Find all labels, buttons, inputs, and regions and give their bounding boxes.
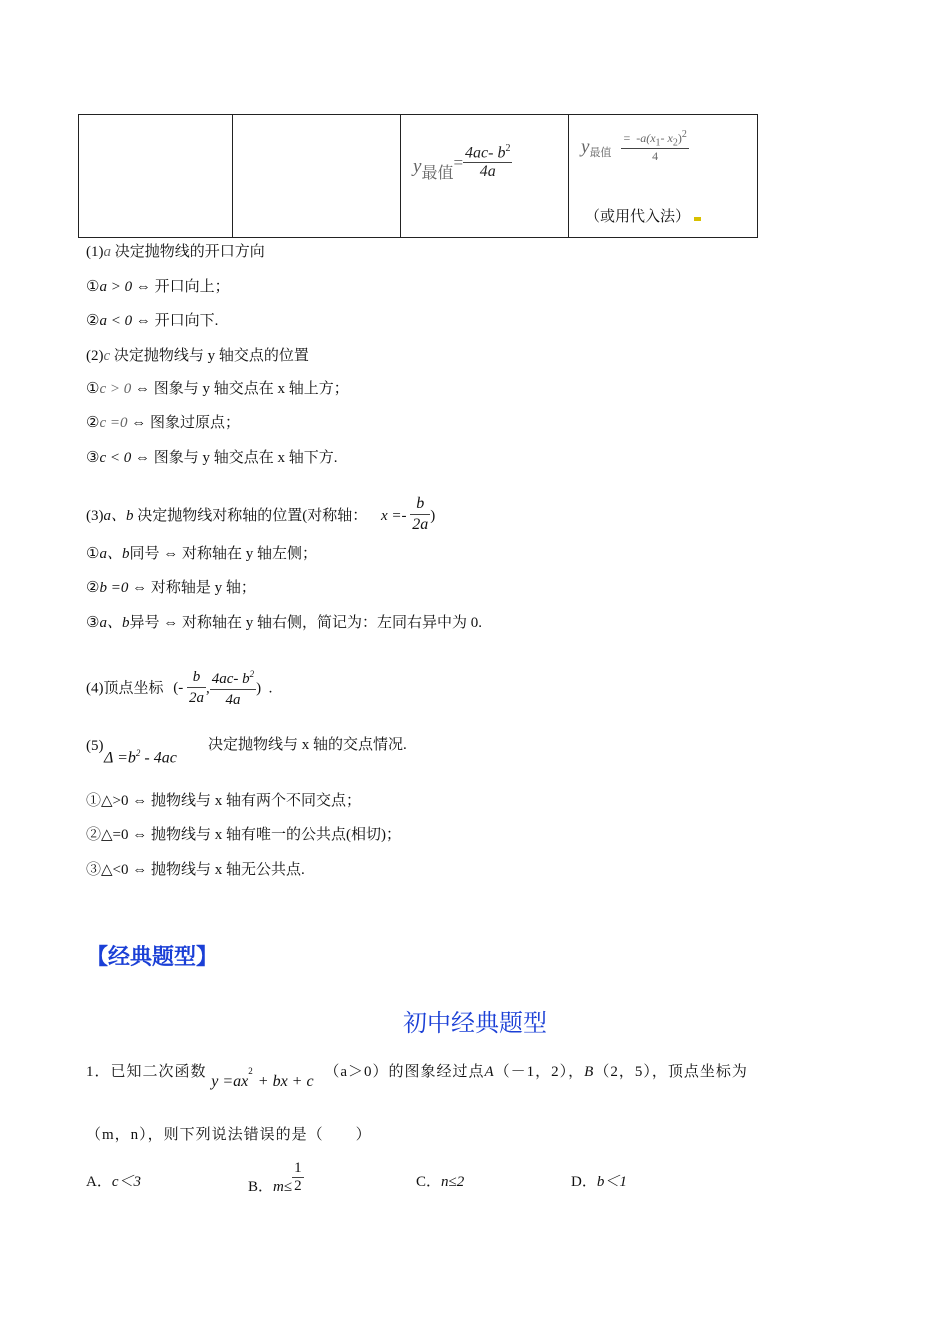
properties-table bbox=[78, 114, 758, 238]
table-cell-1 bbox=[79, 115, 233, 238]
prop-3-title: (3)a、b 决定抛物线对称轴的位置(对称轴： x =- $\frac{b}{2a}$ ) bbox=[86, 495, 436, 533]
discriminant-formula: $\Delta =b^2 - 4ac$ bbox=[104, 748, 177, 767]
prop-4-vertex: (4)顶点坐标 (- $\frac{b}{2a}$ , $\frac{4ac- b^2}{4a}$ ) . bbox=[86, 668, 273, 708]
option-d[interactable]: D．b＜1 bbox=[571, 1174, 627, 1190]
prop-1-item-1: ①a > 0 ⇔ 开口向上； bbox=[86, 279, 230, 295]
prop-1-title: (1)a 决定抛物线的开口方向 bbox=[86, 244, 265, 260]
prop-5-item-1: ①△>0 ⇔ 抛物线与 x 轴有两个不同交点； bbox=[86, 793, 361, 809]
option-c[interactable]: C．n≤2 bbox=[416, 1174, 465, 1190]
section-title: 【经典题型】 bbox=[86, 945, 219, 970]
option-a[interactable]: A．c＜3 bbox=[86, 1174, 142, 1190]
table-cell-4 bbox=[569, 115, 758, 238]
prop-5-title: (5) bbox=[86, 738, 104, 754]
prop-3-item-2: ②b =0 ⇔ 对称轴是 y 轴； bbox=[86, 580, 256, 596]
prop-2-title: (2)c 决定抛物线与 y 轴交点的位置 bbox=[86, 348, 309, 364]
substitution-note: （或用代入法） bbox=[585, 205, 701, 226]
prop-2-item-2: ②c =0 ⇔ 图象过原点； bbox=[86, 415, 240, 431]
cursor-marker-icon bbox=[694, 217, 701, 221]
prop-5-item-2: ②△=0 ⇔ 抛物线与 x 轴有唯一的公共点(相切)； bbox=[86, 827, 401, 843]
prop-2-item-3: ③c < 0 ⇔ 图象与 y 轴交点在 x 轴下方. bbox=[86, 450, 338, 466]
question-1-line-2: （m，n），则下列说法错误的是（ ） bbox=[86, 1127, 372, 1143]
option-b[interactable]: B．m≤ $\frac{1}{2}$ bbox=[248, 1160, 302, 1195]
prop-1-item-2: ②a < 0 ⇔ 开口向下. bbox=[86, 313, 219, 329]
center-title: 初中经典题型 bbox=[403, 1009, 547, 1037]
prop-5-item-3: ③△<0 ⇔ 抛物线与 x 轴无公共点. bbox=[86, 862, 305, 878]
table-cell-3 bbox=[401, 115, 569, 238]
table-cell-2 bbox=[233, 115, 401, 238]
prop-5-text: 决定抛物线与 x 轴的交点情况. bbox=[208, 737, 407, 753]
max-value-formula: y最值= $\frac{4ac- b^2}{4a}$ bbox=[413, 143, 511, 182]
max-value-roots-formula: $y_{最值}$ $\frac{= -a(x_1- x_2)^2}{4}$ bbox=[581, 129, 687, 164]
prop-3-item-3: ③a、b异号 ⇔ 对称轴在 y 轴右侧，简记为：左同右异中为 0. bbox=[86, 615, 482, 631]
prop-3-item-1: ①a、b同号 ⇔ 对称轴在 y 轴左侧； bbox=[86, 546, 317, 562]
prop-2-item-1: ①c > 0 ⇔ 图象与 y 轴交点在 x 轴上方； bbox=[86, 381, 349, 397]
question-1-line-1: 1．已知二次函数 $y =ax^2$ + bx + c （a＞0）的图象经过点A（－1，2），B（2，5），顶点坐标为 bbox=[86, 1064, 748, 1090]
